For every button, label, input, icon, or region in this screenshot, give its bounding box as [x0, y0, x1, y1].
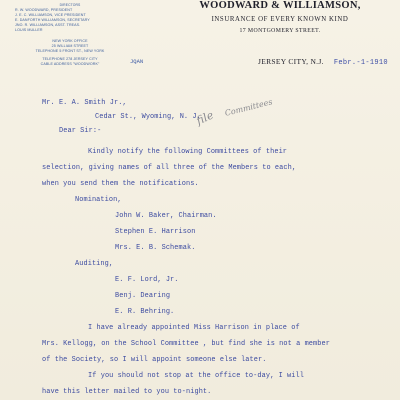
office-line: 25 WILLIAM STREET [51, 44, 89, 48]
office-line: NEW YORK OFFICE [52, 39, 88, 43]
dateline-place: JERSEY CITY, N.J. [258, 57, 324, 66]
office-address [15, 39, 125, 54]
directors-header: DIRECTORS [59, 3, 81, 7]
body-line: If you should not stop at the office to-day, I will [88, 372, 304, 380]
committee-member: E. R. Behring. [115, 308, 175, 316]
director-line: R. W. WOODWARD, PRESIDENT [15, 8, 73, 12]
reference-code: JQAN [130, 58, 144, 65]
committee-heading-nominating: Nomination, [75, 196, 122, 204]
recipient-address: Cedar St., Wyoming, N. J. [95, 113, 201, 121]
salutation: Dear Sir:- [59, 127, 102, 135]
telephone-line: TELEPHONE 278 JERSEY CITY [42, 57, 98, 61]
committee-member: Mrs. E. B. Schemak. [115, 244, 196, 252]
committee-member: John W. Baker, Chairman. [115, 212, 217, 220]
dateline-date: Febr.-1-1910 [333, 59, 388, 67]
committee-heading-auditing: Auditing, [75, 260, 114, 268]
body-line: selection, giving names of all three of the Members to each, [42, 164, 297, 172]
director-line: LOUIS MULLER [15, 28, 43, 32]
telephone-line: CABLE ADDRESS "WOODWORK" [40, 62, 100, 66]
committee-member: Stephen E. Harrison [115, 228, 196, 236]
firm-street: 17 MONTGOMERY STREET. [239, 28, 321, 34]
handwritten-file-note: file [194, 108, 216, 128]
body-line: when you send them the notifications. [42, 180, 199, 188]
committee-member: E. F. Lord, Jr. [115, 276, 179, 284]
body-line: have this letter mailed to you to-night. [42, 388, 212, 396]
body-line: I have already appointed Miss Harrison in place of [88, 324, 300, 332]
committee-member: Benj. Dearing [115, 292, 171, 300]
firm-tagline: INSURANCE OF EVERY KNOWN KIND [211, 16, 349, 23]
recipient-name: Mr. E. A. Smith Jr., [42, 99, 127, 107]
firm-header [175, 0, 385, 34]
body-line: of the Society, so I will appoint someone else later. [42, 356, 267, 364]
directors-block [15, 3, 125, 67]
body-line: Mrs. Kellogg, on the School Committee , but find she is not a member [42, 340, 330, 348]
body-line: Kindly notify the following Committees of their [88, 148, 288, 156]
handwritten-committees-note: Committees [223, 97, 274, 118]
director-line: J. E. C. WILLIAMSON, VICE PRESIDENT [15, 13, 86, 17]
telephone-info [15, 57, 125, 67]
director-line: JNO. R. WILLIAMSON, ASST. TREAS. [15, 23, 81, 27]
firm-name: WOODWARD & WILLIAMSON, [199, 0, 361, 11]
director-line: E. DANFORTH WILLIAMSON, SECRETARY [15, 18, 90, 22]
dateline [258, 57, 388, 67]
office-line: TELEPHONE 5 FRONT ST., NEW YORK [35, 49, 105, 53]
